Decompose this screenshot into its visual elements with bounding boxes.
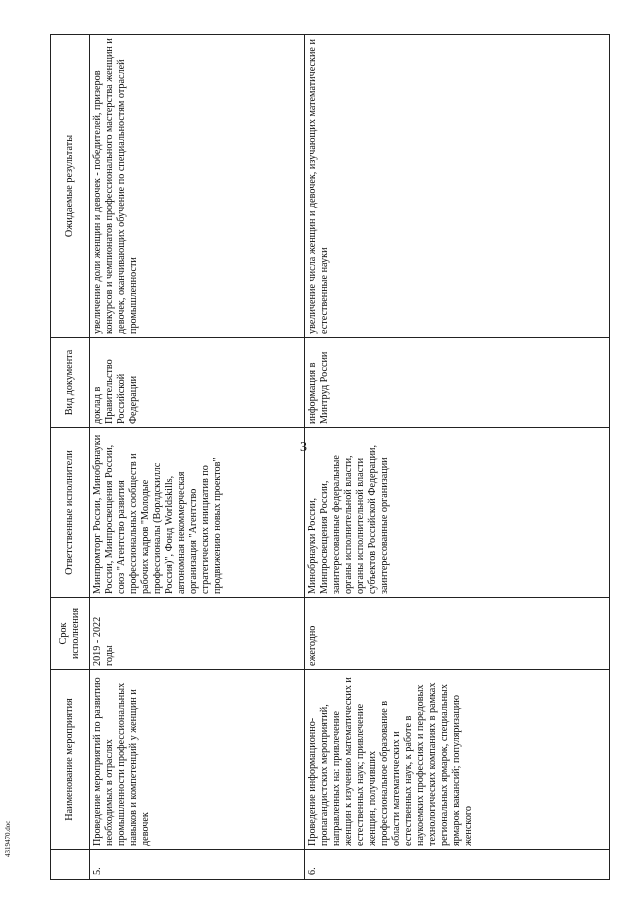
row-results: увеличение числа женщин и девочек, изучающих математические и естественные науки (305, 35, 610, 338)
header-executors: Ответственные исполнители (51, 428, 90, 598)
row-deadline: ежегодно (305, 598, 610, 670)
page-number: 3 (300, 440, 307, 455)
activities-table-container (50, 35, 630, 880)
row-doc-type: информация в Минтруд России (305, 338, 610, 428)
row-results: увеличение доли женщин и девочек - победителей, призеров конкурсов и чемпионатов профессионального мастерства женщин и девочек, оканчивающих обучение по специальностям отраслей промышленности (90, 35, 305, 338)
row-executors: Минпромторг России, Минобрнауки России, Минпросвещения России, союз "Агентство развития профессиональных сообществ и рабочих кадров "Молодые профессионалы (Ворлдскиллс Россия)", Фонд Worldskills, автономная некоммерческая организация "Агентство стратегических инициатив по продвижению новых проектов" (90, 428, 305, 598)
row-doc-type: доклад в Правительство Российской Федерации (90, 338, 305, 428)
row-executors: Минобрнауки России, Минпросвещения России, заинтересованные федеральные органы исполнительной власти, органы исполнительной власти субъектов Российской Федерации, заинтересованные организации (305, 428, 610, 598)
row-number: 5. (90, 850, 305, 880)
activities-table (50, 34, 610, 880)
row-number: 6. (305, 850, 610, 880)
row-deadline: 2019 - 2022 годы (90, 598, 305, 670)
header-results: Ожидаемые результаты (51, 35, 90, 338)
table-row (90, 35, 305, 880)
table-header-row (51, 35, 90, 880)
header-doc-type: Вид документа (51, 338, 90, 428)
header-number (51, 850, 90, 880)
table-row (305, 35, 610, 880)
footer-document-code: 4319470.doc (4, 820, 12, 857)
header-deadline: Срок исполнения (51, 598, 90, 670)
row-name: Проведение информационно-пропагандистских мероприятий, направленных на: привлечение женщин к изучению математических и естественных наук; привлечение женщин, получивших профессиональное образование в области математических и естественных наук, к работе в наукоемких профессиях и передовых технологических компаниях в рамках региональных ярмарок, специальных ярмарок вакансий; популяризацию женского (305, 670, 610, 850)
row-name: Проведение мероприятий по развитию необходимых в отраслях промышленности профессиональных навыков и компетенций у женщин и девочек (90, 670, 305, 850)
header-name: Наименование мероприятия (51, 670, 90, 850)
